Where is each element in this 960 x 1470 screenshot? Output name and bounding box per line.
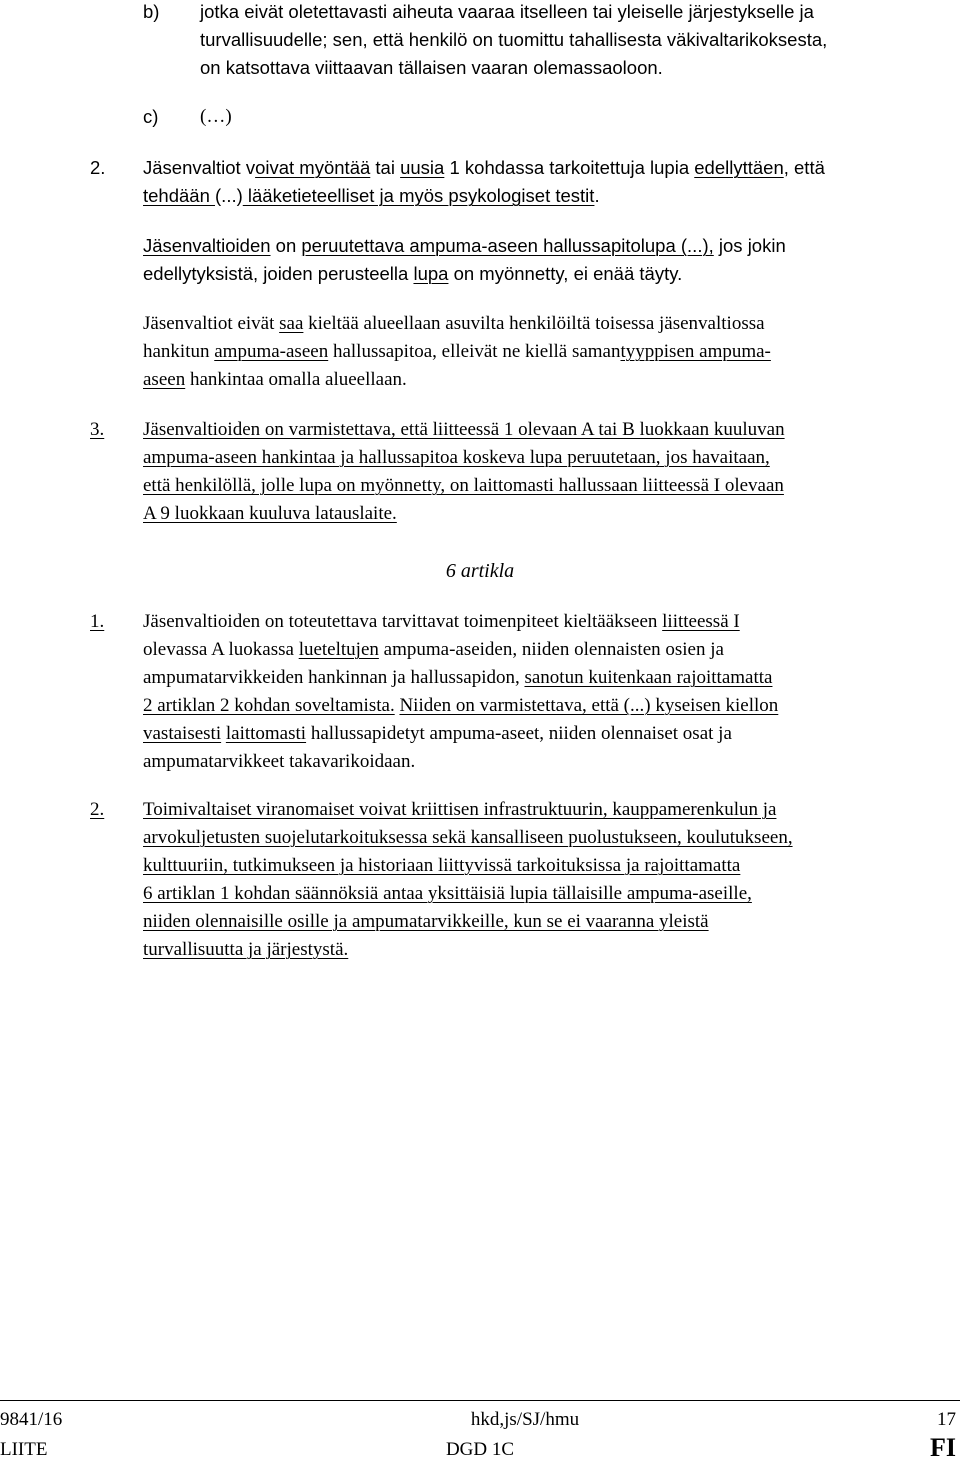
text-line: A 9 luokkaan kuuluva latauslaite.	[143, 503, 397, 524]
text-line: vastaisesti laittomasti hallussapidetyt ampuma-aseet, niiden olennaiset osat ja	[143, 723, 732, 744]
para-3-text	[143, 416, 785, 528]
footer-dgd: DGD 1C	[445, 1439, 515, 1460]
art6-1-text	[143, 608, 778, 776]
text-line: 6 artiklan 1 kohdan säännöksiä antaa yksittäisiä lupia tällaisille ampuma-aseille,	[143, 883, 752, 904]
art6-1-number: 1.	[90, 611, 105, 632]
inserted-text: liitteessä I	[662, 611, 740, 632]
item-b-label: b)	[143, 1, 160, 22]
inserted-text: uusia	[400, 157, 445, 178]
inserted-text: aseen	[143, 369, 186, 390]
text-line: Jäsenvaltiot voivat myöntää tai uusia 1 kohdassa tarkoitettuja lupia edellyttäen, että	[143, 157, 825, 178]
inserted-text: lueteltujen	[298, 639, 379, 660]
art6-2-number: 2.	[90, 799, 105, 820]
text-line: Jäsenvaltiot eivät saa kieltää alueellaan asuvilta henkilöiltä toisessa jäsenvaltiossa	[143, 313, 765, 334]
inserted-text: Niiden on varmistettava, että (...) kyseisen kiellon	[399, 695, 779, 716]
text-line: on katsottava viittaavan tällaisen vaaran olemassaoloon.	[200, 57, 663, 78]
inserted-text: ampuma-aseen	[214, 341, 329, 362]
para-3-number: 3.	[90, 419, 105, 440]
footer-annex: LIITE	[0, 1439, 48, 1460]
text-line: aseen hankintaa omalla alueellaan.	[143, 369, 407, 390]
item-c-label: c)	[143, 106, 159, 127]
inserted-text: vastaisesti	[143, 723, 222, 744]
text-line: jotka eivät oletettavasti aiheuta vaaraa itselleen tai yleiselle järjestykselle ja	[200, 1, 814, 22]
para-2b-text	[143, 232, 786, 288]
text-line: arvokuljetusten suojelutarkoituksessa sekä kansalliseen puolustukseen, koulutukseen,	[143, 827, 793, 848]
inserted-text: Jäsenvaltioiden	[143, 235, 271, 256]
para-2-text	[143, 154, 825, 210]
footer-doc-number: 9841/16	[0, 1409, 63, 1430]
text-line	[143, 692, 778, 720]
inserted-text: tyyppisen ampuma-	[620, 341, 771, 362]
inserted-text: tehdään	[143, 185, 216, 206]
text-line: ampumatarvikkeiden hankinnan ja hallussapidon, sanotun kuitenkaan rajoittamatta	[143, 667, 773, 688]
text-line: kulttuuriin, tutkimukseen ja historiaan liittyvissä tarkoituksissa ja rajoittamatta	[143, 855, 741, 876]
item-b-text	[200, 0, 827, 82]
para-2c-text	[143, 310, 771, 394]
text-line: hankitun ampuma-aseen hallussapitoa, elleivät ne kiellä samantyyppisen ampuma-	[143, 341, 771, 362]
footer-initials: hkd,js/SJ/hmu	[470, 1409, 580, 1430]
inserted-text: 2 artiklan 2 kohdan soveltamista.	[143, 695, 395, 716]
inserted-text: saa	[279, 313, 304, 334]
text-line: olevassa A luokassa lueteltujen ampuma-aseiden, niiden olennaisten osien ja	[143, 639, 724, 660]
inserted-text: edellyttäen	[694, 157, 784, 178]
inserted-text: oivat myöntää	[255, 157, 371, 178]
text-line: niiden olennaisille osille ja ampumatarvikkeille, kun se ei vaaranna yleistä	[143, 911, 709, 932]
inserted-text: sanotun kuitenkaan rajoittamatta	[524, 667, 773, 688]
footer-page-number: 17	[937, 1409, 956, 1430]
text-line: tehdään (...) lääketieteelliset ja myös psykologiset testit.	[143, 185, 600, 206]
text-line: turvallisuudelle; sen, että henkilö on tuomittu tahallisesta väkivaltarikoksesta,	[200, 29, 828, 50]
footer-divider	[0, 1400, 960, 1401]
text-line: Toimivaltaiset viranomaiset voivat kriittisen infrastruktuurin, kauppamerenkulun ja	[143, 799, 777, 820]
text-line: ampumatarvikkeet takavarikoidaan.	[143, 751, 416, 772]
text-line: turvallisuutta ja järjestystä.	[143, 939, 349, 960]
text-line: Jäsenvaltioiden on toteutettava tarvittavat toimenpiteet kieltääkseen liitteessä I	[143, 611, 740, 632]
text-line: Jäsenvaltioiden on peruutettava ampuma-aseen hallussapitolupa (...), jos jokin	[143, 235, 786, 256]
text-line: ampuma-aseen hankintaa ja hallussapitoa koskeva lupa peruutetaan, jos havaitaan,	[143, 447, 770, 468]
inserted-text: peruutettava ampuma-aseen hallussapitolupa (...),	[301, 235, 714, 256]
para-2-number: 2.	[90, 157, 106, 178]
inserted-text: laittomasti	[225, 723, 307, 744]
inserted-text: lääketieteelliset ja myös psykologiset testit	[242, 185, 595, 206]
art6-2-text	[143, 796, 793, 964]
item-c-text: (…)	[200, 106, 232, 127]
footer-language-code: FI	[930, 1433, 956, 1462]
text-line: Jäsenvaltioiden on varmistettava, että liitteessä 1 olevaan A tai B luokkaan kuuluvan	[143, 419, 785, 440]
text-line: että henkilöllä, jolle lupa on myönnetty, on laittomasti hallussaan liitteessä I olevaan	[143, 475, 784, 496]
text-line: edellytyksistä, joiden perusteella lupa on myönnetty, ei enää täyty.	[143, 263, 683, 284]
article-heading: 6 artikla	[445, 560, 515, 582]
inserted-text: lupa	[413, 263, 449, 284]
